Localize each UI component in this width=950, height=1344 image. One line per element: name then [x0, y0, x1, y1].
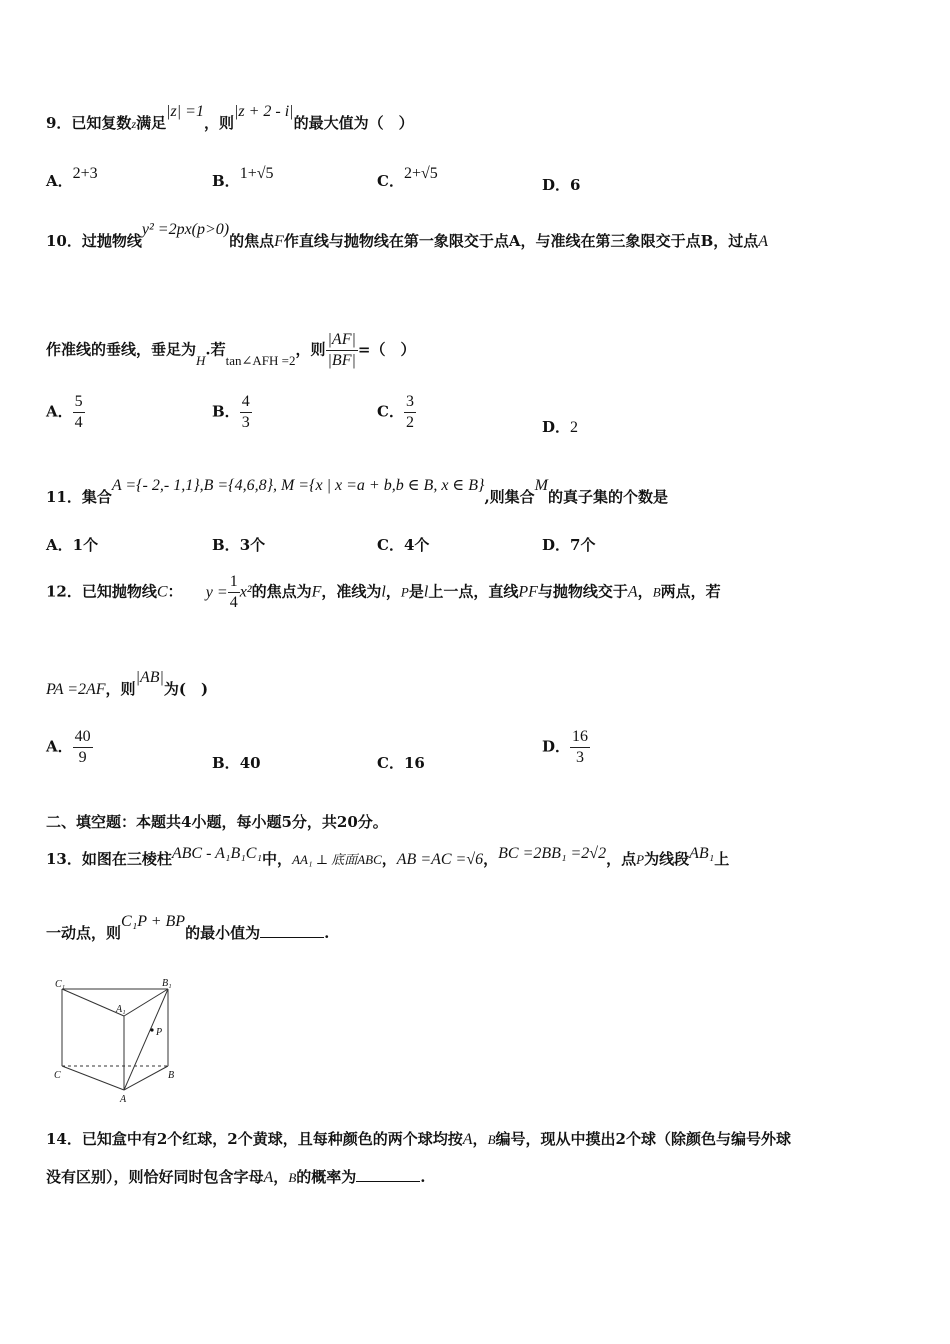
- q10-option-d[interactable]: D．2: [542, 418, 579, 436]
- q10-option-b[interactable]: B． $\frac{4}{3}$: [212, 393, 250, 431]
- q11-option-c[interactable]: C．4个: [377, 536, 430, 554]
- label-b1: B₁: [162, 978, 172, 989]
- segment-a-b1: [124, 989, 168, 1090]
- q10-stem-line1: 10．过抛物线y² =2px(p>0)的焦点F作直线与抛物线在第一象限交于点A，与准线在第三象限交于点B，过点A: [46, 221, 769, 250]
- q13-stem-line2: 一动点，则C₁P + BP的最小值为 .: [46, 913, 330, 942]
- q12-stem-line1: 12．已知抛物线C： y = $\frac{1}{4}$ x²的焦点为F，准线为l，P是l上一点，直线PF与抛物线交于A，B两点，若: [46, 573, 721, 611]
- q13-stem-line1: 13．如图在三棱柱ABC - A₁B₁C₁中，AA₁ ⊥ 底面ABC，AB =AC =√6，BC =2BB₁ =2√2，点P为线段AB₁上: [46, 845, 730, 868]
- q12-option-b[interactable]: B．40: [212, 754, 261, 772]
- answer-blank[interactable]: [356, 1181, 420, 1182]
- q10-ratio: $\frac{|AF|}{|BF|}$: [327, 331, 356, 369]
- q12-stem-line2: PA =2AF，则|AB|为( ): [46, 669, 209, 698]
- edge-c-a: [62, 1066, 124, 1090]
- edge-a1-b1: [124, 989, 168, 1016]
- q10-stem-line2: 作准线的垂线，垂足为H.若tan∠AFH =2，则 $\frac{|AF|}{|BF|}$ =（ ）: [46, 331, 416, 369]
- q12-option-d[interactable]: D． $\frac{16}{3}$: [542, 728, 589, 766]
- label-c: C: [54, 1070, 61, 1081]
- q12-option-a[interactable]: A． $\frac{40}{9}$: [46, 728, 91, 766]
- point-p: [150, 1028, 153, 1031]
- section-heading: 二、填空题：本题共4小题，每小题5分，共20分。: [46, 813, 388, 831]
- q9-option-c[interactable]: C．2+√5: [377, 165, 438, 190]
- label-a1: A₁: [116, 1004, 126, 1015]
- prism-figure: [50, 978, 190, 1103]
- edge-c1-a1: [62, 989, 124, 1016]
- q11-option-a[interactable]: A．1个: [46, 536, 99, 554]
- q14-stem-line1: 14．已知盒中有2个红球，2个黄球，且每种颜色的两个球均按A，B编号，现从中摸出2个球（除颜色与编号外球: [46, 1130, 791, 1148]
- q9-option-a[interactable]: A．2+3: [46, 165, 98, 190]
- label-a: A: [120, 1094, 127, 1103]
- q12-option-c[interactable]: C．16: [377, 754, 425, 772]
- edge-a-b: [124, 1066, 168, 1090]
- q14-stem-line2: 没有区别），则恰好同时包含字母A，B的概率为 .: [46, 1168, 426, 1186]
- q9-stem: 9．已知复数z满足|z| =1，则|z + 2 - i|的最大值为（ ）: [46, 103, 414, 132]
- label-p: P: [156, 1027, 163, 1038]
- q11-stem: 11．集合A ={- 2,- 1,1},B ={4,6,8}, M ={x | x =a + b,b ∈ B, x ∈ B},则集合M的真子集的个数是: [46, 477, 669, 506]
- q11-option-b[interactable]: B．3个: [212, 536, 266, 554]
- label-c1: C₁: [55, 979, 66, 990]
- answer-blank[interactable]: [260, 937, 324, 938]
- label-b: B: [168, 1070, 175, 1081]
- q10-option-a[interactable]: A． $\frac{5}{4}$: [46, 393, 83, 431]
- q9-option-b[interactable]: B．1+√5: [212, 165, 274, 190]
- q11-option-d[interactable]: D．7个: [542, 536, 596, 554]
- q10-option-c[interactable]: C． $\frac{3}{2}$: [377, 393, 414, 431]
- q9-option-d[interactable]: D．6: [542, 176, 581, 194]
